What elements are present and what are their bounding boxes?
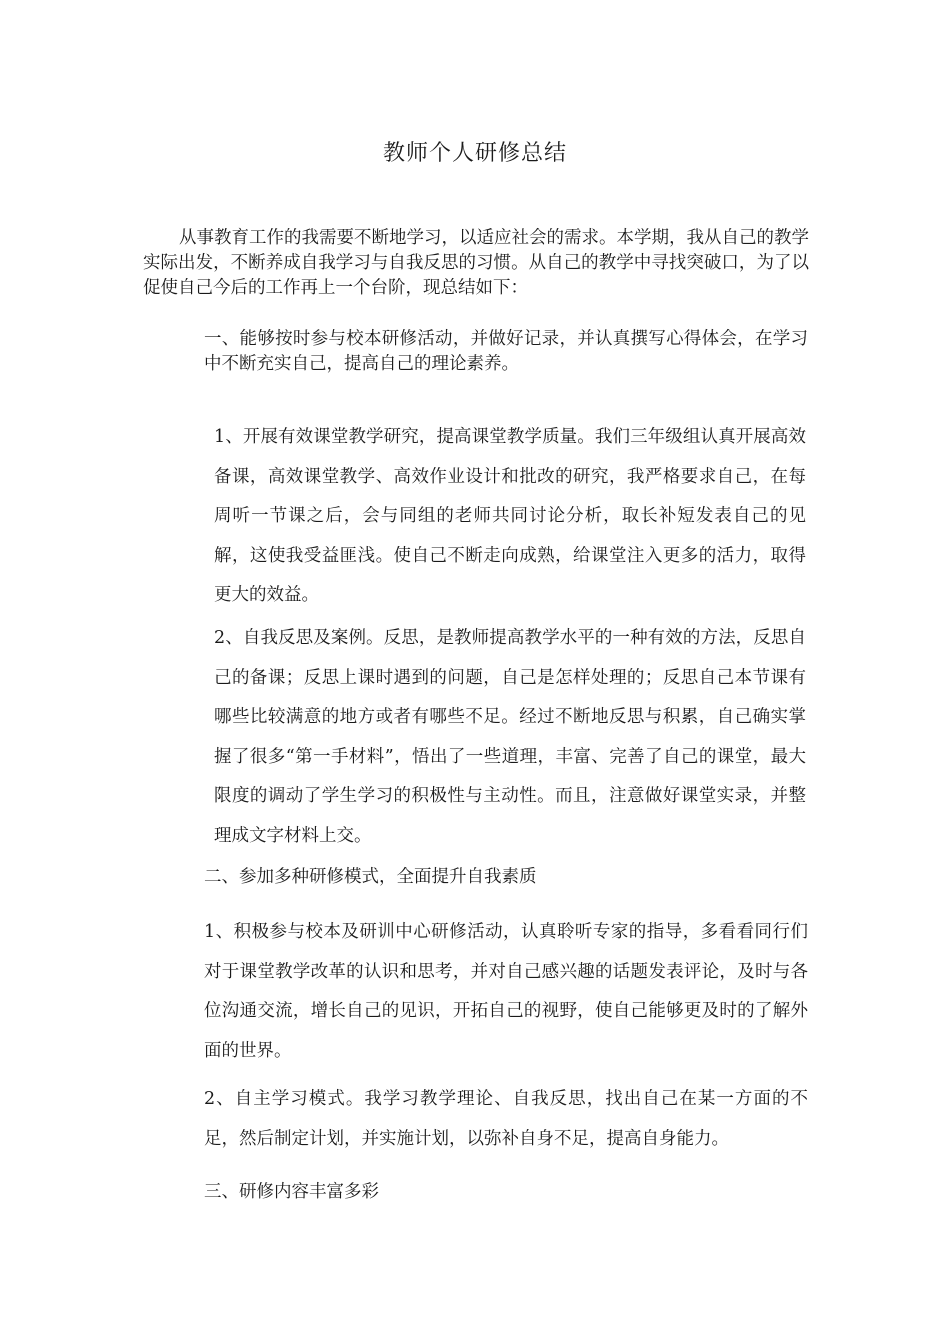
section-1-item-2: 2、自我反思及案例。反思，是教师提高教学水平的一种有效的方法，反思自己的备课；反思上课时遇到的问题，自己是怎样处理的；反思自己本节课有哪些比较满意的地方或者有哪些不足。经过不断地反思与积累，自己确实掌握了很多“第一手材料”，悟出了一些道理，丰富、完善了自己的课堂，最大限度的调动了学生学习的积极性与主动性。而且，注意做好课堂实录，并整理成文字材料上交。 [214, 628, 806, 846]
section-2-item-2: 2、自主学习模式。我学习教学理论、自我反思，找出自己在某一方面的不足，然后制定计划，并实施计划，以弥补自身不足，提高自身能力。 [204, 1089, 808, 1149]
section-2-item-1: 1、积极参与校本及研训中心研修活动，认真聆听专家的指导，多看看同行们对于课堂教学改革的认识和思考，并对自己感兴趣的话题发表评论，及时与各位沟通交流，增长自己的见识，开拓自己的视野，使自己能够更及时的了解外面的世界。 [204, 922, 808, 1061]
document-title: 教师个人研修总结 [382, 141, 567, 166]
intro-paragraph: 从事教育工作的我需要不断地学习，以适应社会的需求。本学期，我从自己的教学实际出发，不断养成自我学习与自我反思的习惯。从自己的教学中寻找突破口，为了以促使自己今后的工作再上一个台阶，现总结如下： [143, 228, 809, 298]
section-1-item-1: 1、开展有效课堂教学研究，提高课堂教学质量。我们三年级组认真开展高效备课，高效课堂教学、高效作业设计和批改的研究，我严格要求自己，在每周听一节课之后，会与同组的老师共同讨论分析，取长补短发表自己的见解，这使我受益匪浅。使自己不断走向成熟，给课堂注入更多的活力，取得更大的效益。 [214, 427, 806, 605]
section-1-heading: 一、能够按时参与校本研修活动，并做好记录，并认真撰写心得体会，在学习中不断充实自己，提高自己的理论素养。 [204, 329, 808, 374]
section-3-heading: 三、研修内容丰富多彩 [204, 1182, 379, 1202]
section-2-heading: 二、参加多种研修模式，全面提升自我素质 [204, 867, 537, 887]
